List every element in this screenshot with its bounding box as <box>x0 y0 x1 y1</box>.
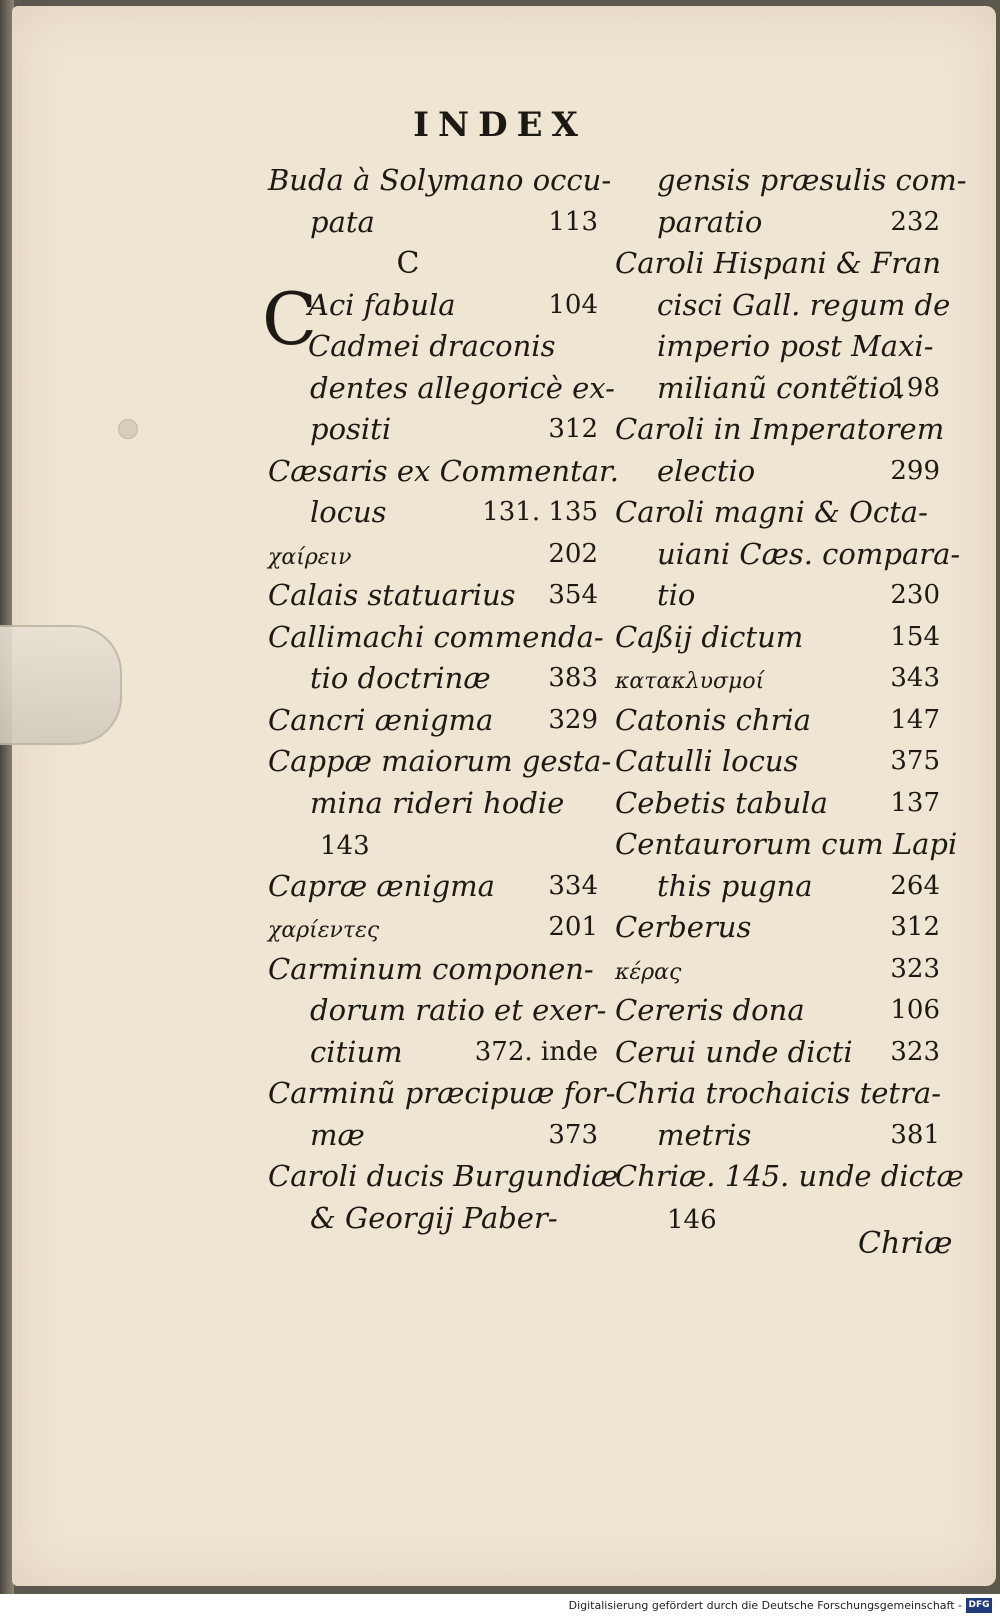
entry-text: dorum ratio et exer- <box>310 993 607 1027</box>
entry-text: Caroli ducis Burgundiæ <box>268 1159 619 1193</box>
entry-text: mina rideri hodie <box>310 785 565 820</box>
entry-text: Buda à Solymano occu- <box>268 163 612 197</box>
entry-text: Caßij dictum <box>615 619 804 654</box>
page-number: 299 <box>890 455 940 486</box>
index-entry <box>268 326 615 451</box>
index-entry <box>268 907 598 949</box>
entry-text: this pugna <box>657 868 813 903</box>
entry-text: Cerberus <box>615 910 752 944</box>
entry-text: metris <box>657 1117 752 1152</box>
section-letter: C <box>396 246 420 281</box>
index-entry <box>615 617 940 659</box>
page-number: 381 <box>890 1119 940 1150</box>
page-number: 143 <box>320 831 370 861</box>
entry-text: pata <box>310 204 375 239</box>
entry-text: Cebetis tabula <box>615 785 828 820</box>
page-number: 334 <box>548 870 598 901</box>
entry-text: dentes allegoricè ex- <box>310 370 615 405</box>
page-header: INDEX <box>413 105 587 145</box>
index-entry <box>268 700 598 742</box>
entry-text: Caroli in Imperatorem <box>615 412 945 446</box>
drop-capital: C <box>262 276 318 361</box>
page-number: 323 <box>890 953 940 984</box>
entry-text: Callimachi commenda- <box>268 619 604 654</box>
index-entry <box>268 741 612 866</box>
index-entry <box>615 409 945 492</box>
entry-text: locus <box>310 495 387 529</box>
entry-text: paratio <box>657 204 763 239</box>
index-entry <box>615 824 958 907</box>
index-entry <box>268 534 598 576</box>
entry-text: Cæsaris ex Commentar. <box>268 453 619 488</box>
paper-hole <box>118 419 138 439</box>
entry-text: κέρας <box>615 959 682 985</box>
funding-notice: Digitalisierung gefördert durch die Deutsche Forschungsgemeinschaft - <box>568 1599 962 1612</box>
entry-text: tio doctrinæ <box>310 661 491 695</box>
entry-text: mæ <box>310 1117 365 1152</box>
page-number: 383 <box>548 663 598 693</box>
page-number: 375 <box>890 746 940 776</box>
index-entry <box>615 243 951 409</box>
entry-text: Cadmei draconis <box>308 329 556 363</box>
page-number: 323 <box>890 1036 940 1067</box>
index-entry <box>268 617 604 700</box>
page-number: 312 <box>548 414 598 444</box>
entry-text: & Georgij Paber- <box>310 1200 558 1235</box>
entry-text: Caroli magni & Octa- <box>615 495 928 529</box>
entry-text: positi <box>310 412 392 446</box>
page-number: 354 <box>548 580 598 610</box>
page-number: 104 <box>548 289 598 320</box>
entry-text: citium <box>310 1034 403 1069</box>
entry-text: Calais statuarius <box>268 578 516 612</box>
index-entry <box>268 949 607 1074</box>
index-entry <box>615 783 940 825</box>
entry-text: χαρίεντες <box>268 918 380 943</box>
page-number: 198 <box>890 372 940 403</box>
bookmark-tab <box>0 625 122 745</box>
index-entry <box>615 700 940 742</box>
index-entry <box>268 451 619 534</box>
entry-text: imperio post Maxi- <box>657 329 934 363</box>
entry-text: electio <box>657 453 756 488</box>
entry-text: gensis præsulis com- <box>657 163 967 197</box>
index-column-right <box>615 160 967 1239</box>
entry-text: Catonis chria <box>615 702 811 737</box>
index-entry <box>615 949 940 991</box>
page-number: 373 <box>548 1119 598 1150</box>
entry-text: Chriæ. 145. unde dictæ <box>615 1159 964 1193</box>
entry-text: Cereris dona <box>615 993 805 1027</box>
index-entry <box>268 160 612 243</box>
page-number: 106 <box>890 995 940 1025</box>
page-number: 232 <box>890 206 940 237</box>
entry-text: Aci fabula <box>308 287 456 322</box>
index-entry <box>615 907 940 949</box>
page-number: 312 <box>890 912 940 942</box>
index-entry <box>615 1073 940 1156</box>
page-number: 201 <box>548 912 598 942</box>
entry-text: Centaurorum cum Lapi <box>615 827 958 861</box>
page-number: 230 <box>890 580 940 610</box>
entry-text: Carminum componen- <box>268 951 594 986</box>
entry-text: Cancri ænigma <box>268 702 494 737</box>
entry-text: cisci Gall. regum de <box>657 287 951 322</box>
page-number: 147 <box>890 704 940 735</box>
index-entry <box>615 160 967 243</box>
page-number: 137 <box>890 787 940 818</box>
entry-text: Chria trochaicis tetra- <box>615 1076 942 1110</box>
page-number: 146 <box>667 1204 717 1235</box>
entry-text: uiani Cæs. compara- <box>657 536 961 571</box>
index-entry <box>268 866 598 908</box>
catchword: Chriæ <box>858 1226 953 1261</box>
entry-text: χαίρειν <box>268 544 352 570</box>
page-number: 372. inde <box>474 1036 598 1067</box>
entry-text: Carminũ præcipuæ for- <box>268 1076 616 1110</box>
entry-text: tio <box>657 578 696 612</box>
index-entry <box>615 658 940 700</box>
page-number: 154 <box>890 621 940 652</box>
index-entry <box>268 1073 616 1156</box>
entry-text: Caroli Hispani & Fran <box>615 246 942 280</box>
dfg-logo: DFG <box>966 1598 992 1613</box>
page-number: 264 <box>890 870 940 901</box>
page-number: 131. 135 <box>482 497 598 527</box>
index-entry <box>268 1156 619 1239</box>
page-number: 343 <box>890 663 940 693</box>
entry-text: Cerui unde dicti <box>615 1034 853 1069</box>
index-entry <box>615 492 961 617</box>
index-entry <box>615 990 940 1032</box>
entry-text: κατακλυσμοί <box>615 669 765 694</box>
entry-text: Catulli locus <box>615 744 799 778</box>
entry-text: Capræ ænigma <box>268 868 495 903</box>
index-column-left <box>262 160 619 1239</box>
footer-bar <box>0 1594 1000 1620</box>
entry-text: milianũ contẽtio. <box>657 370 905 405</box>
entry-text: Cappæ maiorum gesta- <box>268 744 612 778</box>
page-number: 329 <box>548 704 598 735</box>
page-number: 202 <box>548 538 598 569</box>
page-number: 113 <box>548 206 598 237</box>
index-entry <box>615 741 940 783</box>
index-entry <box>268 575 598 617</box>
index-entry <box>615 1032 940 1074</box>
